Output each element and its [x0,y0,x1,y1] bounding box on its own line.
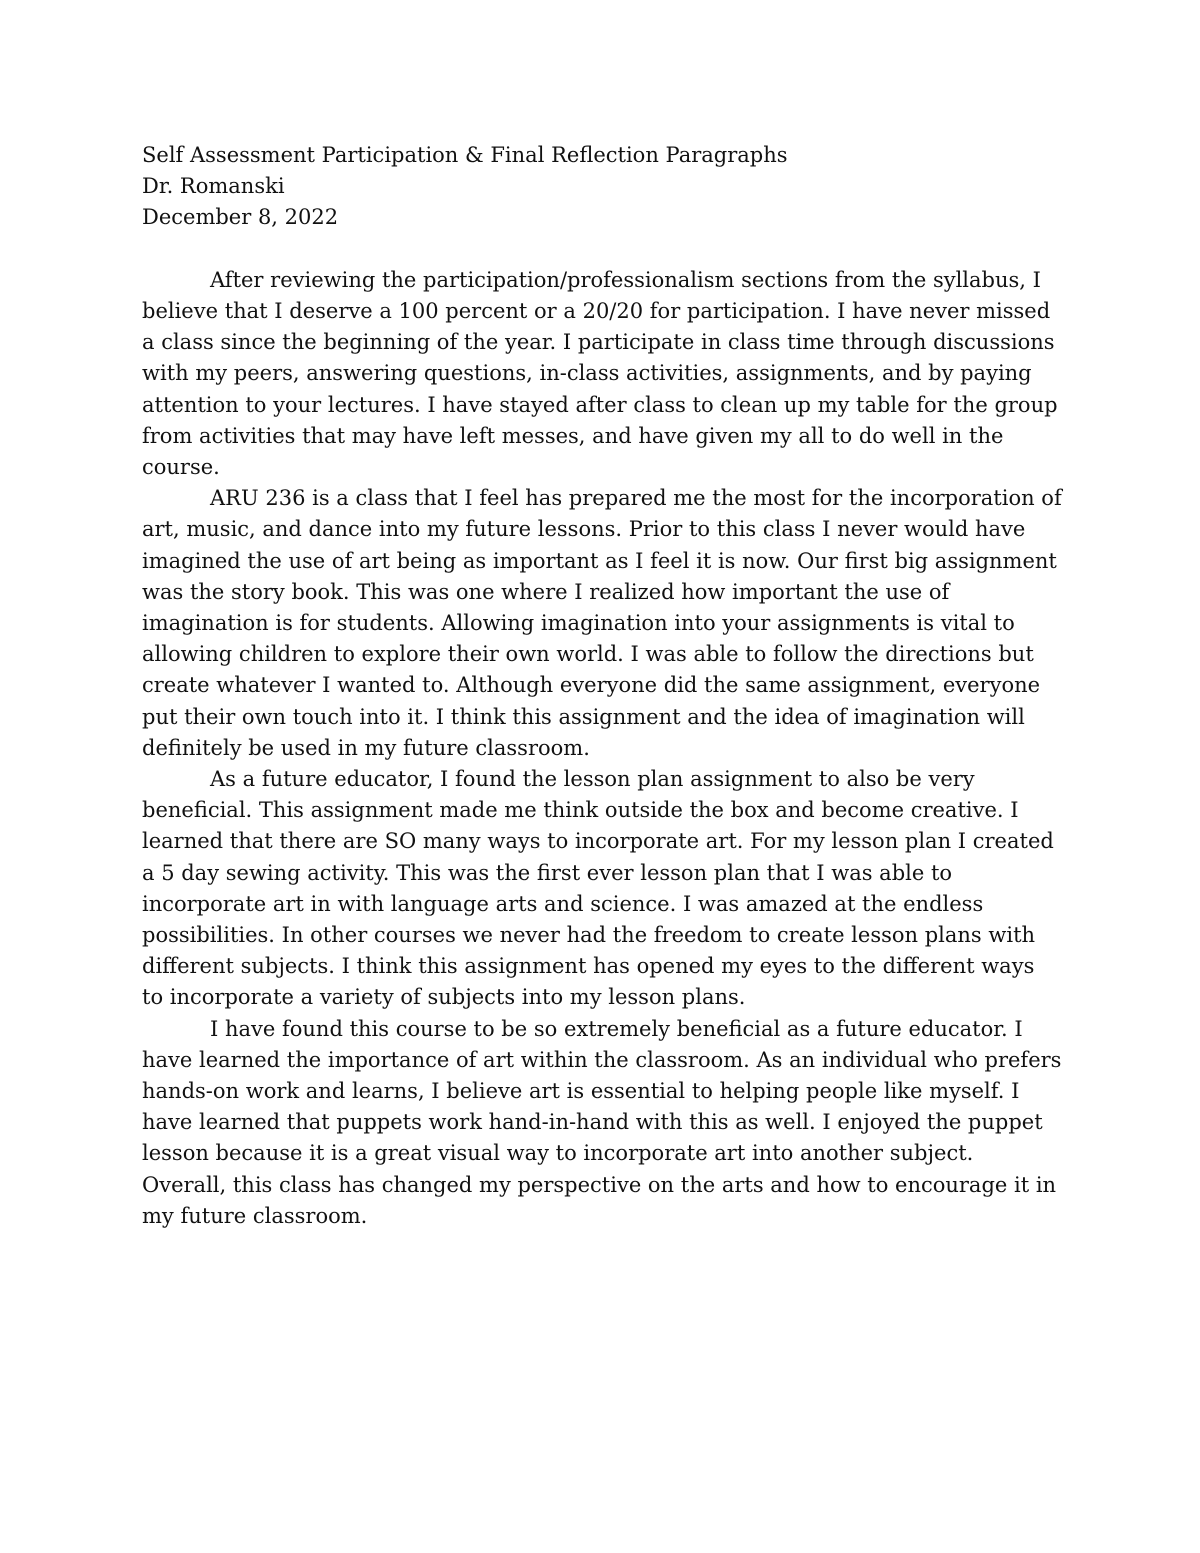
document-title: Self Assessment Participation & Final Reflection Paragraphs [142,143,788,167]
paragraph-lesson-plan: As a future educator, I found the lesson plan assignment to also be very beneficial. This assignment made me think outside the box and become creative. I learned that there are SO many ways to incorporate art. For my lesson plan I created a 5 day sewing activity. This was the first ever lesson plan that I was able to incorporate art in with language arts and science. I was amazed at the endless possibilities. In other courses we never had the freedom to create lesson plans with different subjects. I think this assignment has opened my eyes to the different ways to incorporate a variety of subjects into my lesson plans. [142,767,1054,1010]
paragraph-aru-236: ARU 236 is a class that I feel has prepared me the most for the incorporation of art, music, and dance into my future lessons. Prior to this class I never would have imagined the use of art being as important as I feel it is now. Our first big assignment was the story book. This was one where I realized how important the use of imagination is for students. Allowing imagination into your assignments is vital to allowing children to explore their own world. I was able to follow the directions but create whatever I wanted to. Although everyone did the same assignment, everyone put their own touch into it. I think this assignment and the idea of imagination will definitely be used in my future classroom. [142,486,1062,760]
paragraph-conclusion: I have found this course to be so extremely beneficial as a future educator. I have learned the importance of art within the classroom. As an individual who prefers hands-on work and learns, I believe art is essential to helping people like myself. I have learned that puppets work hand-in-hand with this as well. I enjoyed the puppet lesson because it is a great visual way to incorporate art into another subject. Overall, this class has changed my perspective on the arts and how to encourage it in my future classroom. [142,1016,1062,1228]
document-body [142,140,1062,1232]
header-spacer [142,234,1062,265]
paragraph-participation: After reviewing the participation/professionalism sections from the syllabus, I believe that I deserve a 100 percent or a 20/20 for participation. I have never missed a class since the beginning of the year. I participate in class time through discussions with my peers, answering questions, in-class activities, assignments, and by paying attention to your lectures. I have stayed after class to clean up my table for the group from activities that may have left messes, and have given my all to do well in the course. [142,267,1058,480]
instructor-name: Dr. Romanski [142,174,285,199]
document-date: December 8, 2022 [142,205,339,230]
